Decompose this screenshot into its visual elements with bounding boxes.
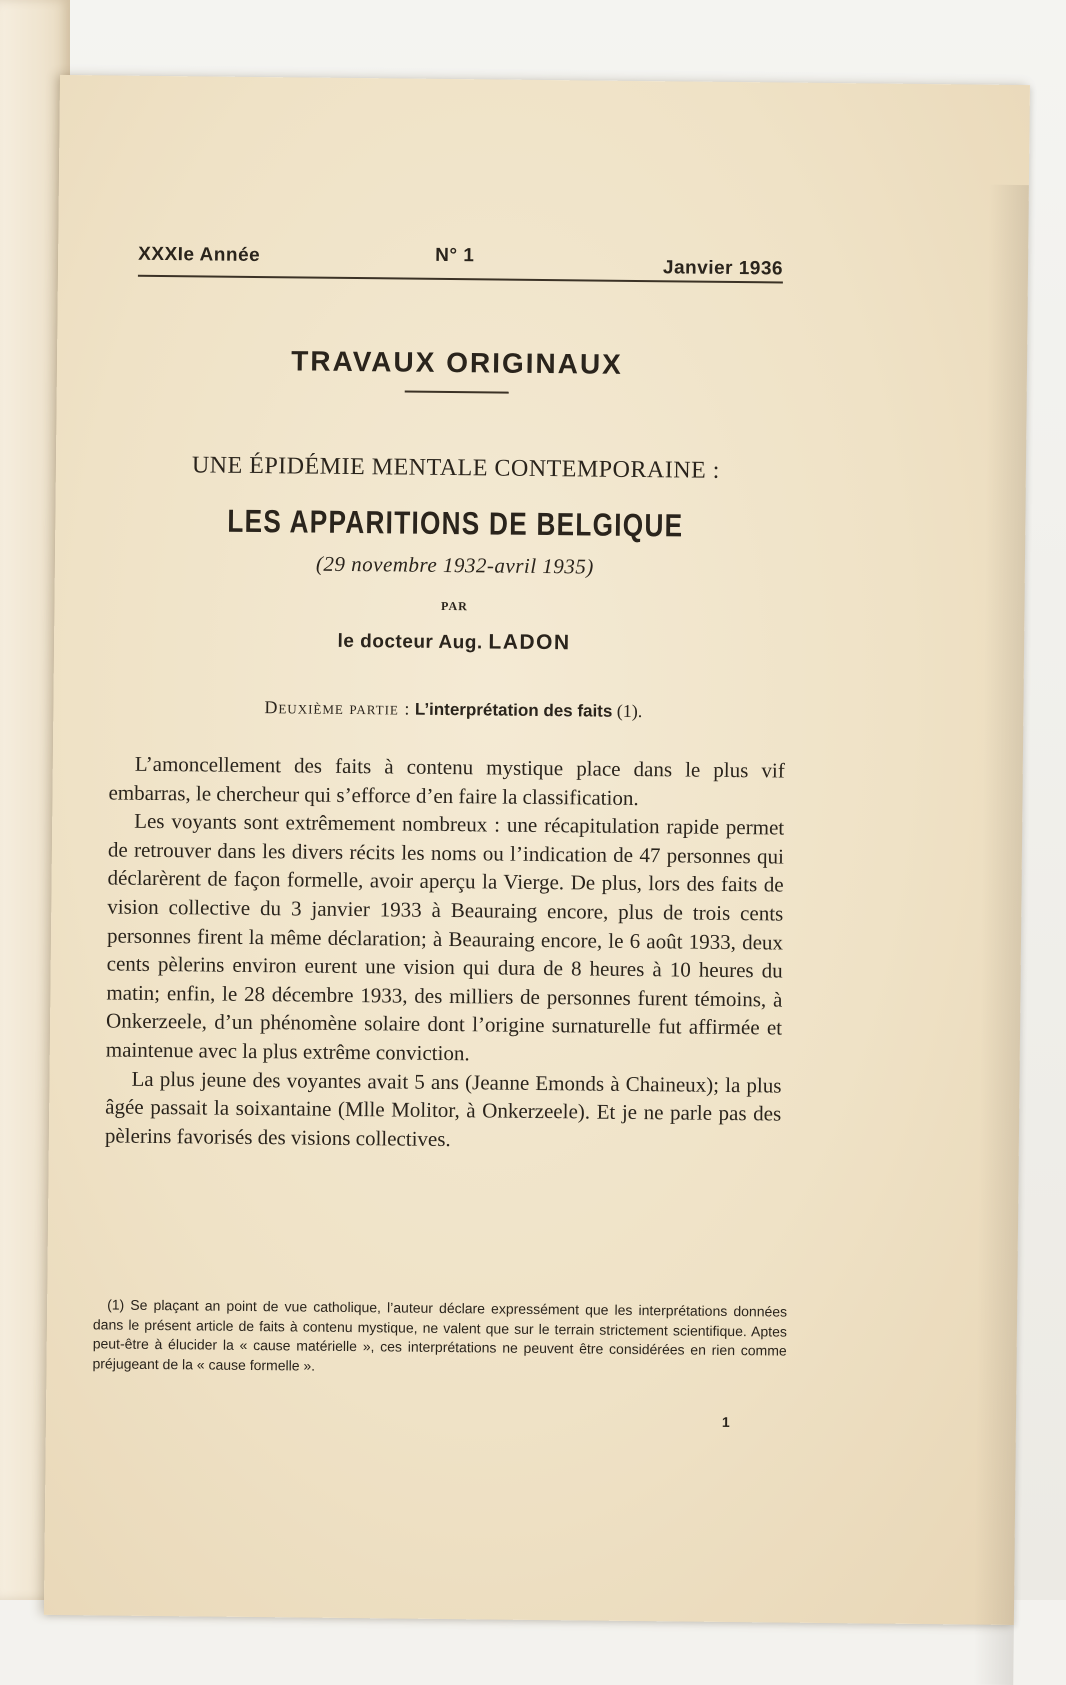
article-body — [105, 749, 785, 1156]
author-prefix: le docteur Aug. — [337, 630, 483, 654]
article-title: LES APPARITIONS DE BELGIQUE — [227, 502, 684, 544]
page-number: 1 — [721, 1413, 730, 1431]
volume-label: XXXIe Année — [138, 243, 261, 267]
journal-page — [44, 75, 1030, 1625]
article-dates: (29 novembre 1932-avril 1935) — [315, 551, 594, 579]
footnote-text: (1) Se plaçant an point de vue catholique, l’auteur déclare expressément que les interprétations données dans le présent article de faits à contenu mystique, ne valent que sur le terrain strictement scientifique. Aptes peut-être à élucider la « cause matérielle », ces interprétations ne peuvent être considérées en rien comme préjugeant de la « cause formelle ». — [92, 1296, 788, 1374]
footnote-reference: (1). — [616, 700, 643, 722]
running-header — [138, 244, 783, 291]
author-name: LADON — [488, 630, 571, 655]
author-byline — [54, 626, 854, 658]
paragraph: Les voyants sont extrêmement nombreux : une récapitulation rapide permet de retrouver dans les divers récits les noms ou l’indication de 47 personnes qui déclarèrent de façon formelle, avoir aperçu la Vierge. De plus, lors des faits de vision collective du 3 janvier 1933 à Beauraing encore, plus de trois cents personnes firent la même déclaration; à Beauraing encore, le 6 août 1933, deux cents pèlerins environ eurent une vision qui dura de 8 heures à 10 heures du matin; enfin, le 28 décembre 1933, des milliers de personnes furent témoins, à Onkerzeele, d’un phénomène solaire dont l’origine surnaturelle fut affirmée et maintenue avec la plus extrême conviction. — [105, 808, 785, 1066]
part-label: Deuxième partie : — [264, 697, 411, 719]
footnote — [92, 1295, 787, 1380]
issue-date: Janvier 1936 — [662, 257, 784, 280]
part-heading — [53, 695, 853, 724]
paragraph: L’amoncellement des faits à contenu mystique place dans le plus vif embarras, le chercheur qui s’efforce d’en faire la classification. — [108, 751, 785, 810]
paragraph: La plus jeune des voyantes avait 5 ans (Jeanne Emonds à Chaineux); la plus âgée passait la soixantaine (Mlle Molitor, à Onkerzeele). Et je ne parle pas des pèlerins favorisés des visions collectives. — [104, 1066, 782, 1151]
article-kicker: UNE ÉPIDÉMIE MENTALE CONTEMPORAINE : — [191, 452, 721, 484]
title-rule — [405, 391, 509, 394]
part-title: L’interprétation des faits — [414, 699, 613, 721]
section-title: TRAVAUX ORIGINAUX — [291, 345, 624, 380]
issue-number: N° 1 — [435, 244, 475, 267]
byline-par: PAR — [441, 598, 468, 614]
